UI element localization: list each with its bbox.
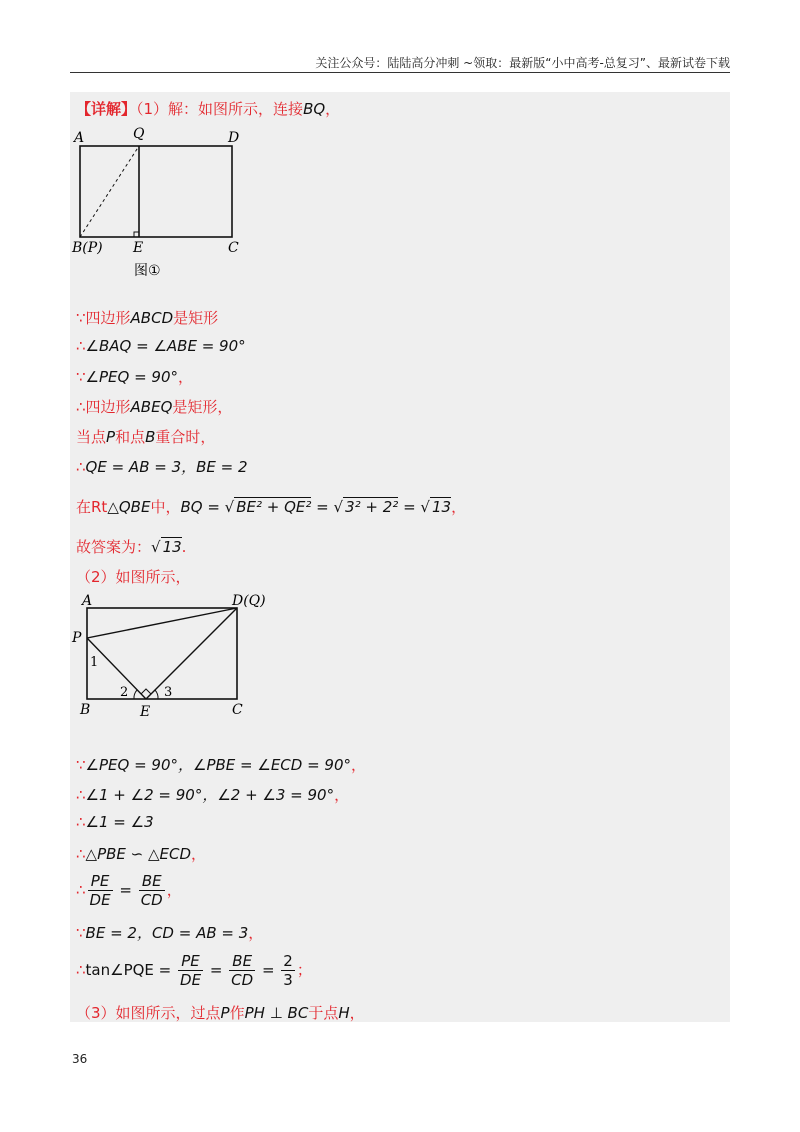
equals: = <box>114 881 137 899</box>
line-peq-90 <box>76 366 193 387</box>
line-p-b-coincide <box>76 426 215 447</box>
text-red: . <box>181 538 187 556</box>
text-red: 在Rt <box>76 498 108 516</box>
rect-abcd <box>80 146 232 237</box>
radical: 13 <box>431 498 452 516</box>
line-angle-sums <box>76 784 349 805</box>
label-p: P <box>72 630 82 646</box>
text-red: ∵ <box>76 368 86 386</box>
text-red: 和点 <box>115 428 146 446</box>
denominator: DE <box>180 971 202 989</box>
label-e: E <box>133 240 144 256</box>
numerator: BE <box>229 952 255 971</box>
line-ratio-equality <box>76 872 182 909</box>
figure-1-caption: 图① <box>134 263 161 279</box>
line-angles-90 <box>76 337 246 355</box>
math: ∠BAQ = ∠ABE = 90° <box>85 337 246 355</box>
text-red: 重合时， <box>155 428 216 446</box>
text-red: 是矩形 <box>173 309 219 327</box>
denominator: CD <box>140 891 163 909</box>
label-dq: D(Q) <box>232 593 266 609</box>
denominator: 3 <box>283 971 293 989</box>
line-angles-90-part2 <box>76 754 366 775</box>
fraction <box>178 952 203 989</box>
fraction <box>229 952 255 989</box>
text-red: ； <box>296 961 312 979</box>
equals: = <box>311 498 334 516</box>
label-bp: B(P) <box>72 240 103 256</box>
text-red: 于点 <box>308 1004 339 1022</box>
numerator: BE <box>139 872 165 891</box>
text-red: ∴ <box>76 881 86 899</box>
line-rectangle-abeq <box>76 396 232 417</box>
text-red: ， <box>166 881 182 899</box>
text-red: ∴ <box>76 813 86 831</box>
line-qe-be-values <box>76 456 248 477</box>
intro-line <box>76 98 340 119</box>
label-q: Q <box>133 126 145 142</box>
text-red: ， <box>248 924 264 942</box>
part1-text: （1）解：如图所示，连接 <box>136 100 304 118</box>
radical: 13 <box>162 538 182 556</box>
math: ∠1 + ∠2 = 90°，∠2 + ∠3 = 90° <box>85 786 335 804</box>
line-rt-qbe: 在Rt△QBE中，BQ = √ BE² + QE² = √ 3² + 2² = √ 13， <box>76 498 467 516</box>
right-angle-mark-e <box>141 689 151 694</box>
fraction <box>281 952 295 989</box>
label-a: A <box>74 130 85 146</box>
math: △PBE ∽ △ECD <box>85 845 192 863</box>
label-angle-2: 2 <box>120 685 129 700</box>
tan-expr: tan∠PQE = <box>85 961 177 979</box>
segment-bq-dashed <box>80 146 139 237</box>
text-red: ∴ <box>76 458 86 476</box>
segment-pd <box>87 608 237 638</box>
text-red: ∴四边形 <box>76 398 131 416</box>
label-a: A <box>82 593 93 609</box>
text-red: ∵ <box>76 924 86 942</box>
numerator: PE <box>88 872 113 891</box>
label-c: C <box>232 702 243 718</box>
page-header: 关注公众号：陆陆高分冲刺 ~领取：最新版“小中高考-总复习”、最新试卷下载 <box>315 56 730 70</box>
math: ∠1 = ∠3 <box>85 813 154 831</box>
math: BE = 2，CD = AB = 3 <box>85 924 249 942</box>
intro-end: ， <box>325 100 341 118</box>
line-given-lengths <box>76 922 263 943</box>
detail-bracket: 【详解】 <box>76 100 137 118</box>
label-angle-3: 3 <box>164 685 173 700</box>
text-red: ， <box>349 1004 365 1022</box>
radical: 3² + 2² <box>345 498 399 516</box>
math: ∠PEQ = 90° <box>85 368 179 386</box>
segment-ed <box>146 608 237 699</box>
equals: = <box>398 498 421 516</box>
math: ∠PEQ = 90°，∠PBE = ∠ECD = 90° <box>85 756 352 774</box>
text-red: ∴ <box>76 786 86 804</box>
math: BQ = <box>180 498 225 516</box>
fraction <box>139 872 165 909</box>
math: H <box>338 1004 350 1022</box>
text-red: 中， <box>150 498 181 516</box>
denominator: DE <box>89 891 111 909</box>
rect-abcd-2 <box>87 608 237 699</box>
numerator: 2 <box>283 952 293 970</box>
text-red: ∵四边形 <box>76 309 131 327</box>
label-angle-1: 1 <box>90 655 99 670</box>
line-similar-triangles <box>76 843 206 864</box>
denominator: CD <box>231 971 254 989</box>
label-c: C <box>228 240 239 256</box>
answer-1-line: 故答案为：√ 13. <box>76 538 187 556</box>
math: ABEQ <box>130 398 173 416</box>
header-divider <box>70 72 730 73</box>
text-red: ∴ <box>76 961 86 979</box>
label-b: B <box>80 702 91 718</box>
math: QE = AB = 3，BE = 2 <box>85 458 248 476</box>
line-tan-result: ∴tan∠PQE = $\frac{PE}{DE}$ = $\frac{BE}{CD}$ = $\frac{2}{3}$ ； <box>76 952 312 989</box>
text-red: ， <box>191 845 207 863</box>
arc-angle-3 <box>155 690 158 699</box>
radical: BE² + QE² <box>236 498 312 516</box>
text-red: ， <box>178 368 194 386</box>
math: P <box>106 428 116 446</box>
text-red: （3）如图所示，过点 <box>76 1004 221 1022</box>
text-red: 是矩形， <box>172 398 233 416</box>
math: P <box>220 1004 230 1022</box>
label-d: D <box>228 130 240 146</box>
line-rectangle-abcd <box>76 307 218 328</box>
part-3-line <box>76 1002 365 1023</box>
page-number: 36 <box>72 1052 88 1066</box>
text-red: ∵ <box>76 756 86 774</box>
figure-2 <box>70 588 290 728</box>
figure-1 <box>70 122 270 282</box>
text-red: ， <box>451 498 467 516</box>
math: B <box>145 428 156 446</box>
numerator: PE <box>178 952 203 971</box>
text-red: ， <box>334 786 350 804</box>
label-e: E <box>140 704 151 720</box>
math: ABCD <box>130 309 174 327</box>
part-2-heading: （2）如图所示， <box>76 568 191 586</box>
arc-angle-2 <box>134 690 137 699</box>
text-red: ， <box>351 756 367 774</box>
math: △QBE <box>107 498 151 516</box>
fraction <box>88 872 113 909</box>
bq-math: BQ <box>303 100 326 118</box>
math: PH ⊥ BC <box>244 1004 309 1022</box>
text-red: 当点 <box>76 428 107 446</box>
line-angle1-eq-angle3 <box>76 813 154 831</box>
text-red: ∴ <box>76 337 86 355</box>
text-red: ∴ <box>76 845 86 863</box>
text-red: 作 <box>229 1004 245 1022</box>
text-red: 故答案为： <box>76 538 152 556</box>
